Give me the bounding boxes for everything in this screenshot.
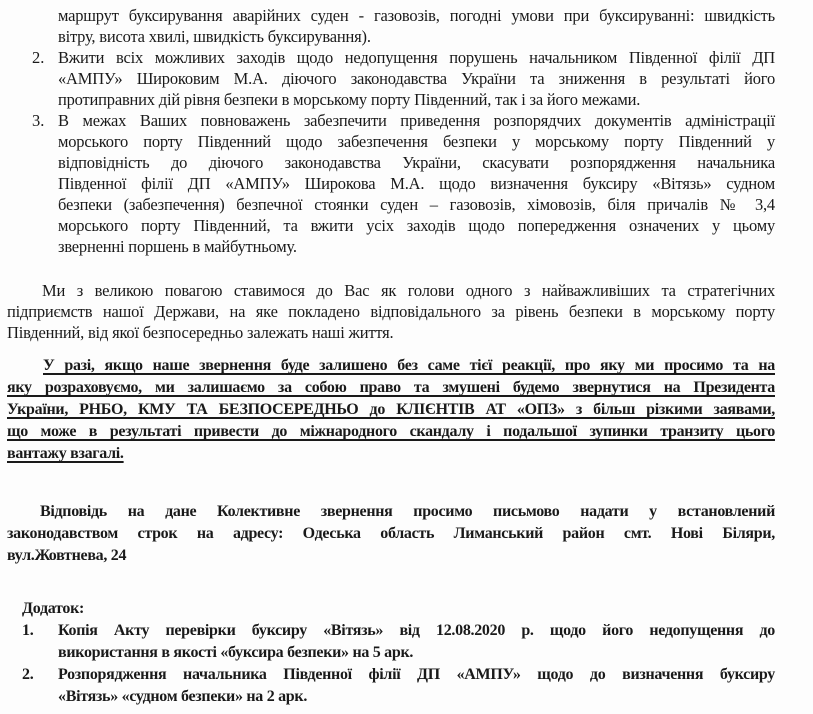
reply-line-3: вул.Жовтнева, 24: [7, 547, 127, 564]
appendix-item-2-line-1: Розпорядження начальника Південної філії ДП «АМПУ» щодо до визначення буксиру: [58, 666, 775, 683]
request-2-line-1: Вжити всіх можливих заходів щодо недопущення порушень начальником Південної філії ДП: [58, 48, 775, 67]
appendix-title: Додаток:: [22, 600, 85, 617]
request-3-line-7: зверненні поршень в майбутньому.: [58, 237, 297, 256]
warning-line-5: вантажу взагалі.: [7, 445, 124, 462]
request-3-line-6: морського порту Південний, та вжити усіх заходів щодо попередження означених у цьому: [58, 216, 775, 235]
list-number-3: 3.: [32, 111, 45, 130]
request-3-line-1: В межах Ваших повноважень забезпечити приведення розпорядчих документів адміністрації: [58, 111, 775, 130]
reply-line-1: Відповідь на дане Колективне звернення просимо письмово надати у встановлений: [40, 503, 775, 520]
appendix-item-1-line-1: Копія Акту перевірки буксиру «Вітязь» від 12.08.2020 р. щодо його недопущення до: [58, 622, 775, 639]
warning-line-3: України, РНБО, КМУ ТА БЕЗПОСЕРЕДНЬО до КЛІЄНТІВ АТ «ОПЗ» з більш різкими заявами,: [7, 401, 775, 418]
request-3-line-4: Південної філії ДП «АМПУ» Широкова М.А. щодо визначення буксиру «Вітязь» судном: [58, 174, 775, 193]
appendix-item-1-line-2: використання в якості «буксира безпеки» на 5 арк.: [58, 644, 414, 661]
appendix-number-2: 2.: [22, 666, 34, 683]
warning-line-4: що може в результаті привести до міжнародного скандалу і подальшої зупинки транзиту цього: [7, 423, 775, 440]
warning-line-2: яку розраховуємо, ми залишаємо за собою право та змушені будемо звернутися на Президента: [7, 379, 775, 396]
request-3-line-2: морського порту Південний щодо забезпечення безпеки у морському порту Південний у: [58, 132, 775, 151]
appendix-item-2-line-2: «Вітязь» «судном безпеки» на 2 арк.: [58, 688, 308, 705]
reply-line-2: законодавством строк на адресу: Одеська область Лиманський район смт. Нові Біляри,: [7, 525, 775, 542]
warning-line-1: У разі, якщо наше звернення буде залишено без саме тієї реакції, про яку ми просимо та на: [43, 357, 775, 374]
request-2-line-3: протиправних дій рівня безпеки в морському порту Південний, так і за його межами.: [58, 90, 641, 109]
continuation-line-1: маршрут буксирування аварійних суден - газовозів, погодні умови при буксируванні: швидкість: [58, 6, 775, 25]
list-number-2: 2.: [32, 48, 45, 67]
request-2-line-2: «АМПУ» Широковим М.А. діючого законодавства України та зниження в результаті його: [58, 69, 775, 88]
respect-line-2: підприємств нашої Держави, на яке покладено відповідального за рівень безпеки в морському порту: [7, 302, 775, 321]
respect-line-1: Ми з великою повагою ставимося до Вас як голови одного з найважливіших та стратегічних: [42, 281, 775, 300]
appendix-number-1: 1.: [22, 622, 34, 639]
respect-line-3: Південний, від якої безпосередньо залежать наші життя.: [7, 323, 394, 342]
request-3-line-3: відповідність до діючого законодавства України, скасувати розпорядження начальника: [58, 153, 775, 172]
continuation-line-2: вітру, висота хвилі, швидкість буксирування).: [58, 27, 371, 46]
request-3-line-5: безпеки (забезпечення) безпечної стоянки суден – газовозів, хімовозів, біля причалів № 3,4: [58, 195, 775, 214]
